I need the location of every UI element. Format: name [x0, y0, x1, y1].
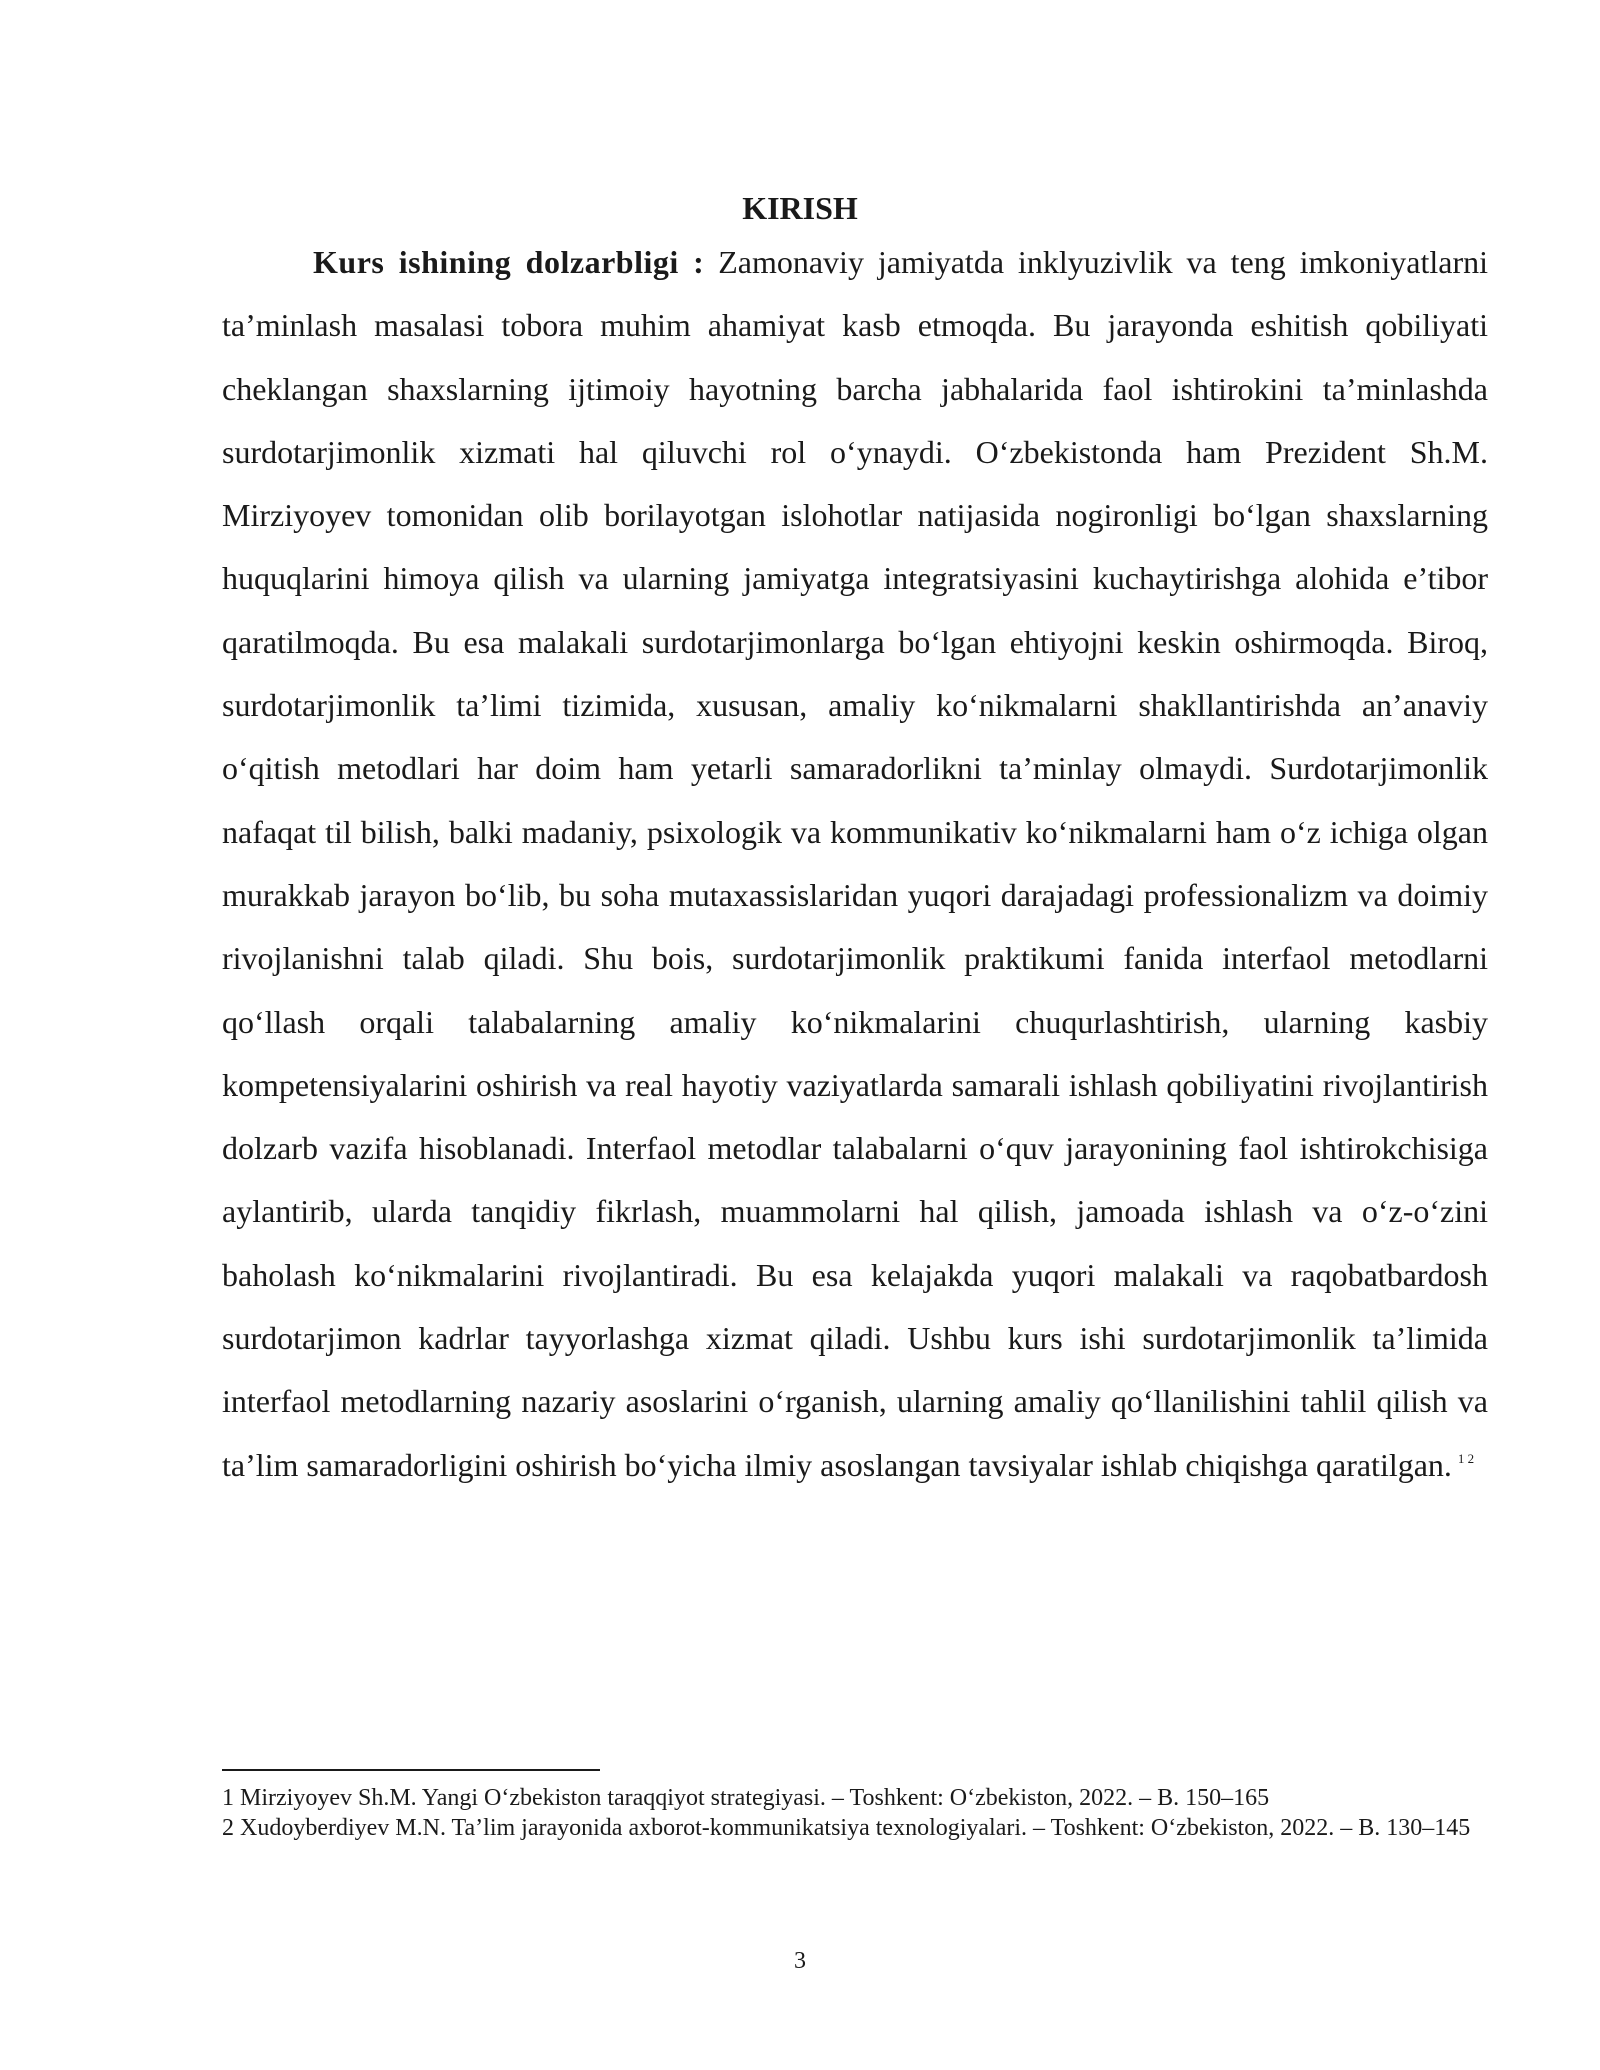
page-number: 3 [794, 1948, 806, 1974]
section-title: KIRISH [742, 190, 858, 226]
intro-paragraph [222, 231, 1488, 1497]
paragraph-body: Zamonaviy jamiyatda inklyuzivlik va teng imkoniyatlarni ta’minlash masalasi tobora muhim ahamiyat kasb etmoqda. Bu jarayonda eshitish qobiliyati cheklangan shaxslarning ijtimoiy hayotning barcha jabhalarida faol ishtirokini ta’minlashda surdotarjimonlik xizmati hal qiluvchi rol o‘ynaydi. O‘zbekistonda ham Prezident Sh.M. Mirziyoyev tomonidan olib borilayotgan islohotlar natijasida nogironligi bo‘lgan shaxslarning huquqlarini himoya qilish va ularning jamiyatga integratsiyasini kuchaytirishga alohida e’tibor qaratilmoqda. Bu esa malakali surdotarjimonlarga bo‘lgan ehtiyojni keskin oshirmoqda. Biroq, surdotarjimonlik ta’limi tizimida, xususan, amaliy ko‘nikmalarni shakllantirishda an’anaviy o‘qitish metodlari har doim ham yetarli samaradorlikni ta’minlay olmaydi. Surdotarjimonlik nafaqat til bilish, balki madaniy, psixologik va kommunikativ ko‘nikmalarni ham o‘z ichiga olgan murakkab jarayon bo‘lib, bu soha mutaxassislaridan yuqori darajadagi professionalizm va doimiy rivojlanishni talab qiladi. Shu bois, surdotarjimonlik praktikumi fanida interfaol metodlarni qo‘llash orqali talabalarning amaliy ko‘nikmalarini chuqurlashtirish, ularning kasbiy kompetensiyalarini oshirish va real hayotiy vaziyatlarda samarali ishlash qobiliyatini rivojlantirish dolzarb vazifa hisoblanadi. Interfaol metodlar talabalarni o‘quv jarayonining faol ishtirokchisiga aylantirib, ularda tanqidiy fikrlash, muammolarni hal qilish, jamoada ishlash va o‘z-o‘zini baholash ko‘nikmalarini rivojlantiradi. Bu esa kelajakda yuqori malakali va raqobatbardosh surdotarjimon kadrlar tayyorlashga xizmat qiladi. Ushbu kurs ishi surdotarjimonlik ta’limida interfaol metodlarning nazariy asoslarini o‘rganish, ularning amaliy qo‘llanilishini tahlil qilish va ta’lim samaradorligini oshirish bo‘yicha ilmiy asoslangan tavsiyalar ishlab chiqishga qaratilgan. [222, 244, 1488, 1483]
footnote-markers: 1 2 [1457, 1450, 1475, 1466]
footnote-separator [222, 1769, 600, 1771]
relevance-label: Kurs ishining dolzarbligi : [313, 244, 705, 280]
footnotes [222, 1783, 1488, 1843]
footnote-1: 1 Mirziyoyev Sh.M. Yangi O‘zbekiston taraqqiyot strategiyasi. – Toshkent: O‘zbekiston, 2022. – B. 150–165 [222, 1785, 1270, 1811]
footnote-2: 2 Xudoyberdiyev M.N. Ta’lim jarayonida axborot-kommunikatsiya texnologiyalari. – Toshkent: O‘zbekiston, 2022. – B. 130–145 [222, 1815, 1471, 1841]
